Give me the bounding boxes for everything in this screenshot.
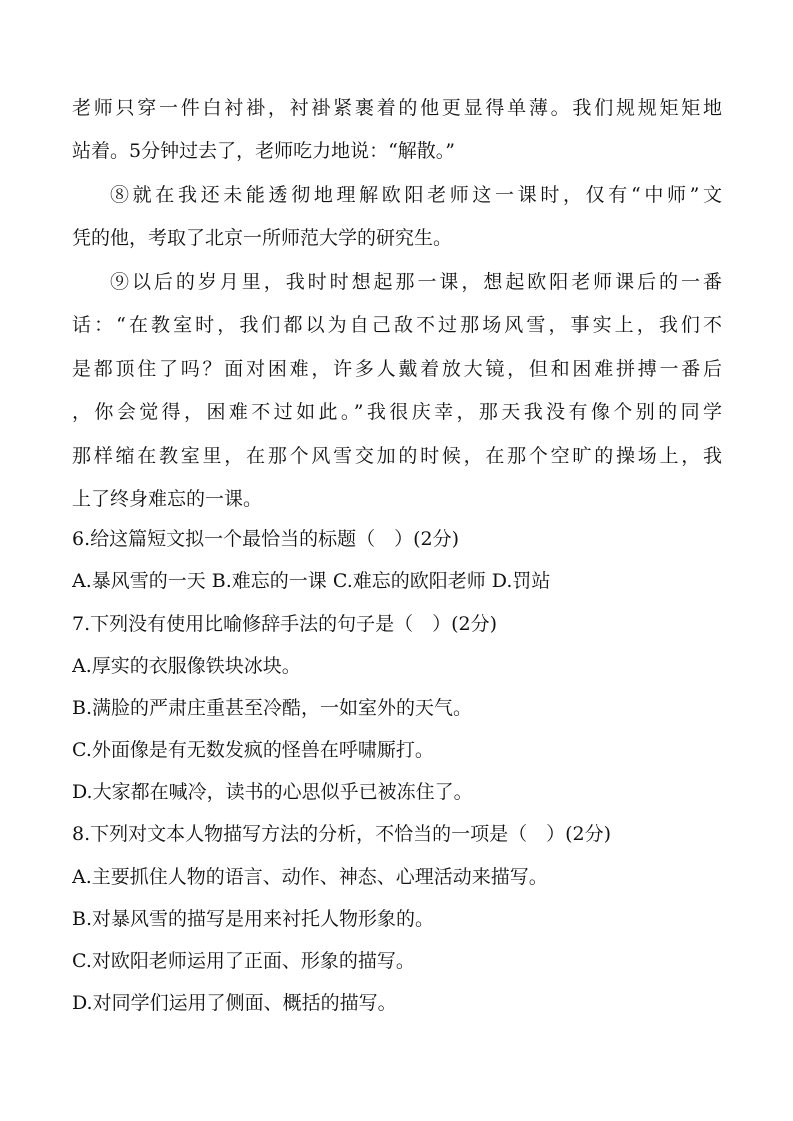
question-8-stem: 8.下列对文本人物描写方法的分析，不恰当的一项是（ ）(2分) [72, 823, 612, 845]
passage-line: 那样缩在教室里，在那个风雪交加的时候，在那个空旷的操场上，我 [72, 445, 722, 467]
question-7-option-b: B.满脸的严肃庄重甚至冷酷，一如室外的天气。 [72, 697, 473, 719]
question-7-stem: 7.下列没有使用比喻修辞手法的句子是（ ）(2分) [72, 613, 498, 635]
question-8-option-b: B.对暴风雪的描写是用来衬托人物形象的。 [72, 908, 435, 930]
passage-line: 凭的他，考取了北京一所师范大学的研究生。 [72, 227, 453, 249]
question-7-option-c: C.外面像是有无数发疯的怪兽在呼啸厮打。 [72, 739, 434, 761]
passage-line: 老师只穿一件白衬褂，衬褂紧裹着的他更显得单薄。我们规规矩矩地 [72, 97, 722, 119]
question-8-option-c: C.对欧阳老师运用了正面、形象的描写。 [72, 950, 415, 972]
passage-line: 是都顶住了吗？面对困难，许多人戴着放大镜，但和困难拼搏一番后 [72, 358, 722, 380]
passage-line: 上了终身难忘的一课。 [72, 488, 263, 510]
question-7-option-a: A.厚实的衣服像铁块冰块。 [72, 655, 301, 677]
passage-paragraph-9-line: ⑨以后的岁月里，我时时想起那一课，想起欧阳老师课后的一番 [110, 271, 722, 293]
passage-line: 话：“在教室时，我们都以为自己敌不过那场风雪，事实上，我们不 [72, 314, 722, 336]
question-6-options: A.暴风雪的一天 B.难忘的一课 C.难忘的欧阳老师 D.罚站 [72, 570, 551, 592]
passage-line: 站着。5分钟过去了，老师吃力地说：“解散。” [72, 140, 456, 162]
passage-line: ，你会觉得，困难不过如此。”我很庆幸，那天我没有像个别的同学 [72, 401, 722, 423]
passage-paragraph-8-line: ⑧就在我还未能透彻地理解欧阳老师这一课时，仅有“中师”文 [110, 184, 722, 206]
question-6-stem: 6.给这篇短文拟一个最恰当的标题（ ）(2分) [72, 528, 460, 550]
question-8-option-d: D.对同学们运用了侧面、概括的描写。 [72, 992, 397, 1014]
question-7-option-d: D.大家都在喊冷，读书的心思似乎已被冻住了。 [72, 781, 473, 803]
question-8-option-a: A.主要抓住人物的语言、动作、神态、心理活动来描写。 [72, 866, 548, 888]
